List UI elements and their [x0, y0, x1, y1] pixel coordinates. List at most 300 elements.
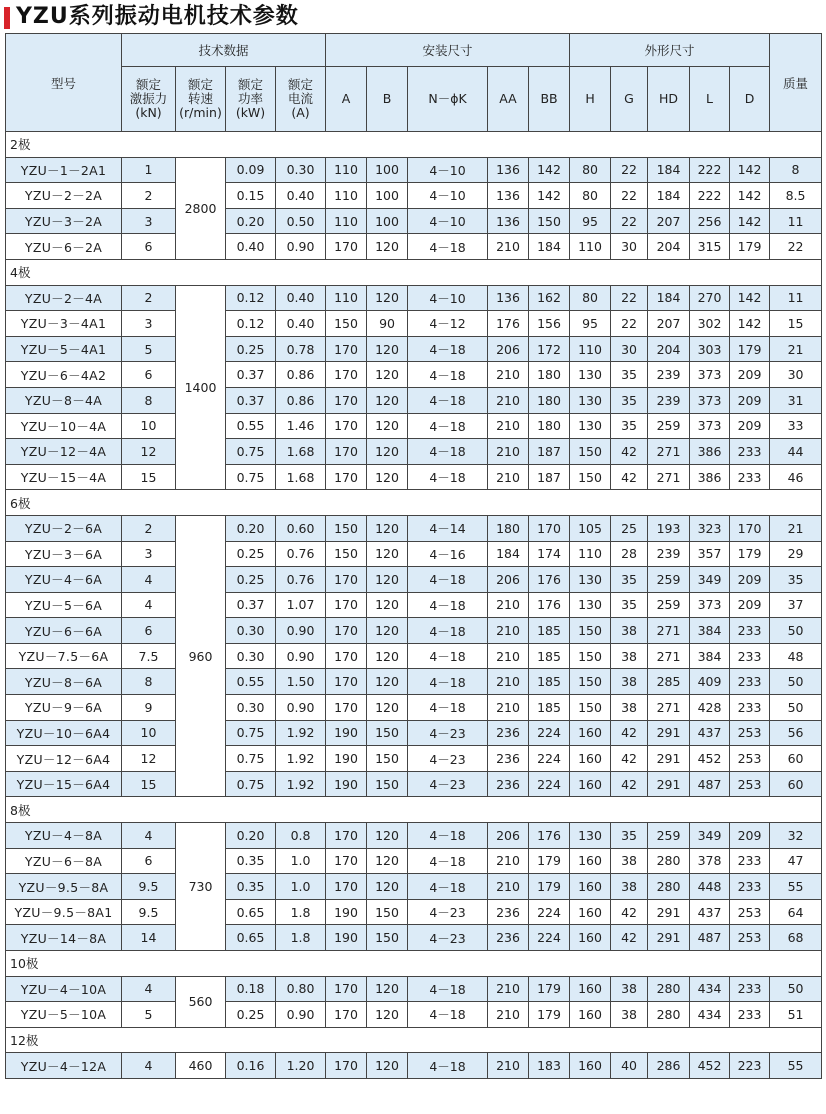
current-line-1: 额定: [288, 77, 314, 92]
cell-a: 150: [326, 541, 367, 567]
cell-current: 1.92: [276, 746, 326, 772]
table-row: [6, 695, 822, 721]
current-line-3: (A): [291, 105, 310, 120]
cell-current: 1.46: [276, 413, 326, 439]
cell-a: 110: [326, 183, 367, 209]
cell-b: 120: [367, 362, 408, 388]
cell-force: 4: [122, 592, 176, 618]
cell-d: 233: [730, 976, 770, 1002]
cell-aa: 236: [488, 720, 529, 746]
pole-group-label: 10极: [6, 951, 822, 977]
cell-nk: 4－10: [408, 157, 488, 183]
cell-l: 303: [690, 336, 730, 362]
cell-l: 315: [690, 234, 730, 260]
cell-a: 170: [326, 387, 367, 413]
cell-a: 110: [326, 157, 367, 183]
cell-model: YZU－4－8A: [6, 823, 122, 849]
cell-force: 8: [122, 387, 176, 413]
force-line-2: 激振力: [129, 91, 168, 106]
cell-g: 35: [611, 592, 648, 618]
cell-nk: 4－18: [408, 848, 488, 874]
cell-model: YZU－9.5－8A1: [6, 899, 122, 925]
cell-power: 0.15: [226, 183, 276, 209]
table-row: [6, 874, 822, 900]
cell-h: 160: [570, 874, 611, 900]
cell-g: 38: [611, 695, 648, 721]
cell-model: YZU－9.5－8A: [6, 874, 122, 900]
cell-g: 38: [611, 1002, 648, 1028]
cell-current: 1.68: [276, 464, 326, 490]
cell-aa: 210: [488, 695, 529, 721]
cell-current: 0.78: [276, 336, 326, 362]
speed-line-3: (r/min): [179, 105, 222, 120]
cell-g: 28: [611, 541, 648, 567]
cell-a: 190: [326, 720, 367, 746]
spec-table: [5, 33, 822, 1079]
cell-mass: 60: [770, 746, 822, 772]
table-row: [6, 541, 822, 567]
cell-model: YZU－4－12A: [6, 1053, 122, 1079]
cell-bb: 224: [529, 771, 570, 797]
cell-b: 120: [367, 439, 408, 465]
cell-aa: 136: [488, 285, 529, 311]
cell-power: 0.35: [226, 874, 276, 900]
cell-b: 120: [367, 669, 408, 695]
cell-aa: 206: [488, 567, 529, 593]
cell-power: 0.30: [226, 695, 276, 721]
cell-g: 38: [611, 643, 648, 669]
cell-force: 4: [122, 567, 176, 593]
cell-mass: 60: [770, 771, 822, 797]
cell-b: 120: [367, 464, 408, 490]
cell-current: 1.8: [276, 925, 326, 951]
cell-model: YZU－12－4A: [6, 439, 122, 465]
cell-power: 0.75: [226, 439, 276, 465]
cell-d: 233: [730, 1002, 770, 1028]
col-h-header: H: [570, 67, 611, 132]
cell-d: 253: [730, 899, 770, 925]
cell-b: 90: [367, 311, 408, 337]
cell-b: 120: [367, 285, 408, 311]
cell-aa: 210: [488, 848, 529, 874]
cell-mass: 35: [770, 567, 822, 593]
cell-hd: 239: [648, 387, 690, 413]
cell-bb: 184: [529, 234, 570, 260]
cell-h: 150: [570, 643, 611, 669]
cell-power: 0.12: [226, 311, 276, 337]
cell-a: 170: [326, 413, 367, 439]
cell-hd: 280: [648, 874, 690, 900]
cell-hd: 291: [648, 771, 690, 797]
cell-d: 142: [730, 311, 770, 337]
table-row: [6, 720, 822, 746]
cell-hd: 193: [648, 515, 690, 541]
table-row: [6, 669, 822, 695]
cell-force: 5: [122, 1002, 176, 1028]
cell-current: 0.40: [276, 311, 326, 337]
cell-force: 10: [122, 413, 176, 439]
group-header-row: [6, 951, 822, 977]
cell-bb: 224: [529, 899, 570, 925]
cell-power: 0.18: [226, 976, 276, 1002]
cell-b: 120: [367, 848, 408, 874]
cell-power: 0.37: [226, 362, 276, 388]
cell-aa: 210: [488, 362, 529, 388]
cell-current: 0.90: [276, 618, 326, 644]
cell-force: 7.5: [122, 643, 176, 669]
cell-current: 0.30: [276, 157, 326, 183]
cell-b: 150: [367, 746, 408, 772]
cell-l: 373: [690, 592, 730, 618]
cell-h: 130: [570, 362, 611, 388]
cell-power: 0.20: [226, 823, 276, 849]
cell-aa: 206: [488, 823, 529, 849]
cell-g: 42: [611, 720, 648, 746]
cell-power: 0.20: [226, 208, 276, 234]
table-row: [6, 234, 822, 260]
col-current-header: [276, 67, 326, 132]
cell-bb: 185: [529, 695, 570, 721]
cell-speed: 960: [176, 515, 226, 797]
cell-g: 38: [611, 874, 648, 900]
cell-h: 160: [570, 976, 611, 1002]
cell-b: 120: [367, 567, 408, 593]
cell-bb: 176: [529, 823, 570, 849]
cell-g: 38: [611, 618, 648, 644]
cell-current: 1.50: [276, 669, 326, 695]
cell-mass: 32: [770, 823, 822, 849]
cell-current: 0.86: [276, 362, 326, 388]
cell-a: 110: [326, 208, 367, 234]
cell-model: YZU－1－2A1: [6, 157, 122, 183]
cell-hd: 207: [648, 208, 690, 234]
cell-b: 150: [367, 720, 408, 746]
cell-model: YZU－2－4A: [6, 285, 122, 311]
cell-force: 8: [122, 669, 176, 695]
table-row: [6, 771, 822, 797]
cell-current: 1.07: [276, 592, 326, 618]
cell-aa: 210: [488, 234, 529, 260]
cell-b: 120: [367, 976, 408, 1002]
table-row: [6, 592, 822, 618]
cell-h: 130: [570, 567, 611, 593]
cell-model: YZU－4－6A: [6, 567, 122, 593]
cell-model: YZU－8－6A: [6, 669, 122, 695]
cell-current: 0.90: [276, 234, 326, 260]
table-row: [6, 387, 822, 413]
cell-nk: 4－23: [408, 925, 488, 951]
cell-model: YZU－14－8A: [6, 925, 122, 951]
cell-b: 120: [367, 1053, 408, 1079]
cell-force: 2: [122, 285, 176, 311]
col-bb-header: BB: [529, 67, 570, 132]
cell-g: 22: [611, 285, 648, 311]
cell-h: 80: [570, 183, 611, 209]
cell-b: 120: [367, 695, 408, 721]
cell-l: 452: [690, 746, 730, 772]
cell-bb: 179: [529, 848, 570, 874]
cell-power: 0.65: [226, 899, 276, 925]
cell-d: 233: [730, 618, 770, 644]
cell-mass: 33: [770, 413, 822, 439]
cell-power: 0.30: [226, 618, 276, 644]
cell-hd: 271: [648, 695, 690, 721]
cell-aa: 210: [488, 387, 529, 413]
cell-power: 0.55: [226, 413, 276, 439]
cell-mass: 48: [770, 643, 822, 669]
cell-nk: 4－14: [408, 515, 488, 541]
cell-mass: 30: [770, 362, 822, 388]
cell-nk: 4－23: [408, 746, 488, 772]
power-line-3: (kW): [235, 105, 266, 120]
group-header-row: [6, 259, 822, 285]
cell-g: 38: [611, 976, 648, 1002]
cell-b: 100: [367, 157, 408, 183]
cell-l: 434: [690, 976, 730, 1002]
cell-nk: 4－10: [408, 285, 488, 311]
cell-aa: 206: [488, 336, 529, 362]
cell-power: 0.12: [226, 285, 276, 311]
cell-current: 1.92: [276, 720, 326, 746]
cell-bb: 176: [529, 567, 570, 593]
cell-a: 170: [326, 1053, 367, 1079]
cell-l: 349: [690, 567, 730, 593]
cell-hd: 291: [648, 720, 690, 746]
cell-power: 0.25: [226, 567, 276, 593]
cell-mass: 50: [770, 669, 822, 695]
table-row: [6, 823, 822, 849]
cell-d: 233: [730, 874, 770, 900]
cell-power: 0.09: [226, 157, 276, 183]
cell-force: 3: [122, 541, 176, 567]
cell-g: 22: [611, 208, 648, 234]
cell-h: 150: [570, 439, 611, 465]
cell-aa: 180: [488, 515, 529, 541]
cell-b: 120: [367, 643, 408, 669]
cell-model: YZU－6－6A: [6, 618, 122, 644]
cell-model: YZU－12－6A4: [6, 746, 122, 772]
cell-hd: 280: [648, 1002, 690, 1028]
cell-l: 323: [690, 515, 730, 541]
cell-d: 142: [730, 157, 770, 183]
cell-mass: 55: [770, 874, 822, 900]
cell-aa: 136: [488, 208, 529, 234]
cell-nk: 4－12: [408, 311, 488, 337]
cell-l: 302: [690, 311, 730, 337]
cell-d: 233: [730, 464, 770, 490]
force-line-1: 额定: [135, 77, 161, 92]
cell-bb: 179: [529, 976, 570, 1002]
cell-l: 386: [690, 439, 730, 465]
cell-bb: 185: [529, 669, 570, 695]
cell-hd: 259: [648, 413, 690, 439]
col-l-header: L: [690, 67, 730, 132]
col-group-install: 安装尺寸: [326, 34, 570, 67]
table-row: [6, 208, 822, 234]
power-line-1: 额定: [237, 77, 263, 92]
cell-current: 1.92: [276, 771, 326, 797]
cell-hd: 286: [648, 1053, 690, 1079]
cell-g: 38: [611, 669, 648, 695]
cell-l: 437: [690, 720, 730, 746]
cell-a: 170: [326, 234, 367, 260]
cell-hd: 271: [648, 439, 690, 465]
cell-aa: 136: [488, 157, 529, 183]
cell-current: 0.86: [276, 387, 326, 413]
cell-force: 2: [122, 515, 176, 541]
pole-group-label: 6极: [6, 490, 822, 516]
cell-l: 487: [690, 925, 730, 951]
cell-h: 110: [570, 234, 611, 260]
cell-b: 100: [367, 208, 408, 234]
cell-hd: 184: [648, 183, 690, 209]
cell-aa: 210: [488, 1002, 529, 1028]
cell-hd: 259: [648, 592, 690, 618]
cell-d: 253: [730, 746, 770, 772]
cell-g: 42: [611, 771, 648, 797]
cell-g: 22: [611, 311, 648, 337]
cell-a: 170: [326, 464, 367, 490]
cell-speed: 730: [176, 823, 226, 951]
cell-b: 150: [367, 771, 408, 797]
cell-a: 170: [326, 823, 367, 849]
cell-model: YZU－6－2A: [6, 234, 122, 260]
col-b-header: B: [367, 67, 408, 132]
cell-b: 120: [367, 618, 408, 644]
cell-a: 170: [326, 643, 367, 669]
cell-current: 0.76: [276, 567, 326, 593]
cell-bb: 162: [529, 285, 570, 311]
header-row-sub: [6, 67, 822, 132]
current-line-2: 电流: [288, 91, 314, 106]
cell-l: 378: [690, 848, 730, 874]
cell-aa: 210: [488, 669, 529, 695]
cell-power: 0.20: [226, 515, 276, 541]
page-title: YZU系列振动电机技术参数: [16, 4, 299, 29]
cell-mass: 56: [770, 720, 822, 746]
cell-bb: 170: [529, 515, 570, 541]
header-row-top: [6, 34, 822, 67]
cell-l: 437: [690, 899, 730, 925]
cell-mass: 11: [770, 208, 822, 234]
cell-l: 452: [690, 1053, 730, 1079]
col-model-header: 型号: [6, 34, 122, 132]
cell-h: 160: [570, 771, 611, 797]
cell-nk: 4－18: [408, 823, 488, 849]
cell-power: 0.25: [226, 336, 276, 362]
cell-mass: 44: [770, 439, 822, 465]
col-nk-header: N－ϕK: [408, 67, 488, 132]
cell-power: 0.25: [226, 1002, 276, 1028]
cell-bb: 185: [529, 643, 570, 669]
cell-power: 0.37: [226, 592, 276, 618]
cell-current: 0.50: [276, 208, 326, 234]
cell-l: 222: [690, 157, 730, 183]
cell-nk: 4－18: [408, 413, 488, 439]
cell-l: 256: [690, 208, 730, 234]
cell-force: 14: [122, 925, 176, 951]
cell-b: 120: [367, 592, 408, 618]
table-row: [6, 618, 822, 644]
cell-nk: 4－18: [408, 234, 488, 260]
spec-table-body: [6, 132, 822, 1079]
cell-model: YZU－15－4A: [6, 464, 122, 490]
table-row: [6, 643, 822, 669]
cell-h: 150: [570, 695, 611, 721]
cell-current: 0.8: [276, 823, 326, 849]
cell-force: 9.5: [122, 899, 176, 925]
cell-force: 5: [122, 336, 176, 362]
cell-hd: 285: [648, 669, 690, 695]
cell-a: 170: [326, 1002, 367, 1028]
cell-a: 170: [326, 874, 367, 900]
cell-hd: 291: [648, 746, 690, 772]
cell-l: 357: [690, 541, 730, 567]
cell-aa: 236: [488, 771, 529, 797]
col-power-header: [226, 67, 276, 132]
cell-d: 233: [730, 669, 770, 695]
cell-nk: 4－16: [408, 541, 488, 567]
cell-nk: 4－23: [408, 771, 488, 797]
cell-mass: 15: [770, 311, 822, 337]
cell-nk: 4－18: [408, 592, 488, 618]
cell-hd: 184: [648, 285, 690, 311]
cell-force: 6: [122, 848, 176, 874]
cell-force: 15: [122, 771, 176, 797]
cell-l: 270: [690, 285, 730, 311]
col-group-outline: 外形尺寸: [570, 34, 770, 67]
cell-power: 0.75: [226, 464, 276, 490]
cell-model: YZU－5－6A: [6, 592, 122, 618]
cell-d: 179: [730, 234, 770, 260]
cell-a: 170: [326, 618, 367, 644]
cell-d: 209: [730, 592, 770, 618]
cell-power: 0.25: [226, 541, 276, 567]
table-row: [6, 336, 822, 362]
cell-b: 120: [367, 1002, 408, 1028]
cell-a: 150: [326, 311, 367, 337]
cell-d: 170: [730, 515, 770, 541]
cell-aa: 210: [488, 643, 529, 669]
cell-g: 42: [611, 439, 648, 465]
cell-force: 10: [122, 720, 176, 746]
pole-group-label: 2极: [6, 132, 822, 158]
cell-model: YZU－3－2A: [6, 208, 122, 234]
cell-l: 409: [690, 669, 730, 695]
cell-hd: 204: [648, 336, 690, 362]
cell-bb: 180: [529, 362, 570, 388]
cell-force: 3: [122, 208, 176, 234]
cell-nk: 4－18: [408, 618, 488, 644]
cell-force: 12: [122, 746, 176, 772]
table-row: [6, 413, 822, 439]
cell-hd: 291: [648, 899, 690, 925]
cell-bb: 187: [529, 464, 570, 490]
cell-l: 386: [690, 464, 730, 490]
cell-d: 233: [730, 439, 770, 465]
cell-a: 190: [326, 746, 367, 772]
col-group-tech: 技术数据: [122, 34, 326, 67]
cell-mass: 55: [770, 1053, 822, 1079]
cell-d: 179: [730, 336, 770, 362]
cell-h: 130: [570, 823, 611, 849]
cell-l: 373: [690, 387, 730, 413]
cell-aa: 210: [488, 976, 529, 1002]
cell-hd: 207: [648, 311, 690, 337]
group-header-row: [6, 490, 822, 516]
cell-h: 80: [570, 157, 611, 183]
cell-a: 170: [326, 592, 367, 618]
